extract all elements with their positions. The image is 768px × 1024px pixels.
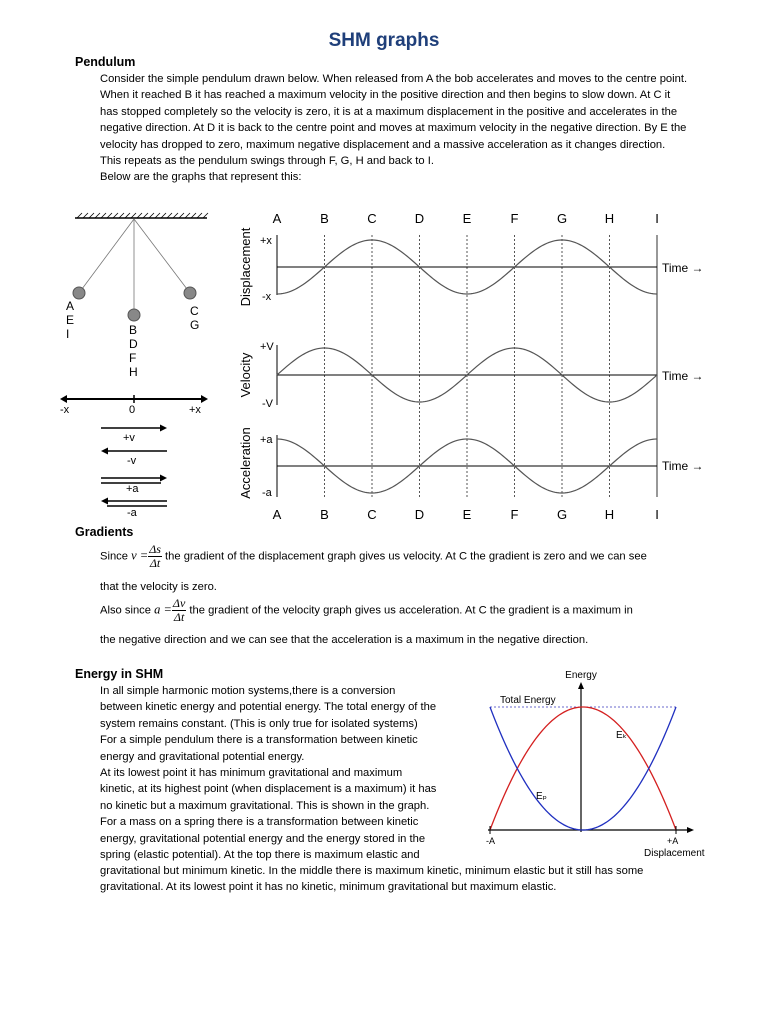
column-label-bottom: A [272, 507, 282, 522]
string-left [79, 219, 134, 293]
gradients-eq1-row [100, 543, 700, 570]
energy-line: For a simple pendulum there is a transformation between kinetic [100, 734, 418, 747]
energy-heading: Energy in SHM [75, 667, 164, 681]
left-label-2: I [66, 327, 70, 341]
column-label-bottom: F [510, 507, 519, 522]
acc-plus-label: +a [260, 434, 273, 446]
pendulum-text [100, 71, 690, 186]
string-right [134, 219, 190, 293]
center-label-1: D [129, 337, 138, 351]
energy-line: energy and gravitational potential energy. [100, 750, 305, 763]
vel-plus-label: +V [260, 341, 274, 353]
bob-right [184, 287, 196, 299]
ek-label: Eₖ [616, 730, 627, 741]
disp-time-label: Time → [662, 261, 704, 275]
eq2-denominator: Δt [173, 610, 185, 624]
eq2-numerator: Δv [172, 596, 186, 610]
column-label-bottom: G [556, 507, 568, 522]
eq2-text: the gradient of the velocity graph gives us acceleration. At C the gradient is a maximum in [189, 604, 633, 617]
energy-line: between kinetic energy and potential energy. The total energy of the [100, 701, 437, 714]
energy-tail-line: gravitational. At its lowest point it has no kinetic, minimum gravitational but maximum elastic. [100, 881, 557, 894]
energy-ylabel: Energy [565, 670, 597, 681]
gradients-eq2-row [100, 597, 700, 624]
pendulum-paragraph: Consider the simple pendulum drawn below. When released from A the bob accelerates and moves to the centre point. When it reached B it has reached a maximum velocity in the positive direction and then begins to slow down. At C it has stopped completely so the velocity is zero, it is at a maximum displacement in the positive and accelerates in the negative direction. At D it is back to the centre point and moves at maximum velocity in the negative direction. By E the velocity has dropped to zero, maximum negative displacement and a massive acceleration as it changes direction. [100, 73, 688, 151]
acceleration-ylabel: Acceleration [238, 427, 253, 499]
x-axis-arrow-right [201, 395, 208, 403]
column-label-top: F [510, 211, 519, 226]
eq1-text: the gradient of the displacement graph gives us velocity. At C the gradient is zero and we can see [165, 550, 647, 563]
energy-line: no kinetic but a maximum gravitational. This is shown in the graph. [100, 799, 430, 812]
center-label-0: B [129, 323, 138, 337]
displacement-ylabel: Displacement [238, 227, 253, 307]
velocity-ylabel: Velocity [238, 352, 253, 398]
column-label-top: C [367, 211, 377, 226]
pendulum-line-3: Below are the graphs that represent this: [100, 171, 302, 184]
energy-line: For a mass on a spring there is a transformation between kinetic [100, 816, 419, 829]
center-label-3: H [129, 365, 138, 379]
potential-energy-curve [490, 707, 676, 830]
minus-v-label: -v [127, 455, 137, 467]
energy-line: energy, gravitational potential energy and the energy stored in the [100, 832, 426, 845]
eq2-variable: a = [154, 602, 172, 617]
axis-minus-label: -x [60, 404, 70, 416]
energy-line: At its lowest point it has minimum gravitational and maximum [100, 767, 403, 780]
eq1-denominator: Δt [149, 556, 161, 570]
column-label-bottom: B [320, 507, 329, 522]
pendulum-heading: Pendulum [75, 55, 136, 69]
column-label-top: E [462, 211, 472, 226]
plus-a-label: +a [126, 483, 139, 495]
column-label-bottom: I [655, 507, 659, 522]
disp-minus-label: -x [262, 291, 272, 303]
eq1-numerator: Δs [149, 542, 161, 556]
right-label-1: G [190, 318, 200, 332]
eq1-fraction [148, 543, 162, 570]
column-label-bottom: D [414, 507, 425, 522]
eq2-text-2: the negative direction and we can see that the acceleration is a maximum in the negative direction. [100, 634, 589, 646]
gradients-heading: Gradients [75, 525, 134, 539]
axis-plus-label: +x [189, 404, 201, 416]
column-label-top: G [556, 211, 568, 226]
column-label-bottom: E [462, 507, 472, 522]
energy-line: In all simple harmonic motion systems,there is a conversion [100, 685, 396, 697]
energy-text-tail [100, 863, 720, 896]
axis-zero-label: 0 [129, 404, 136, 416]
total-energy-label: Total Energy [500, 695, 556, 706]
eq1-variable: v = [131, 548, 149, 563]
shm-graphs [232, 205, 722, 525]
energy-line: spring (elastic potential). At the top there is maximum elastic and [100, 849, 420, 862]
bob-center [128, 309, 140, 321]
x-axis-arrow-left [60, 395, 67, 403]
disp-plus-label: +x [260, 235, 272, 247]
minus-a-label: -a [127, 507, 137, 519]
column-label-top: H [604, 211, 615, 226]
page-title: SHM graphs [328, 30, 440, 51]
eq1-text-2: that the velocity is zero. [100, 581, 217, 593]
vel-time-label: Time → [662, 369, 704, 383]
bob-left [73, 287, 85, 299]
left-label-1: E [66, 313, 75, 327]
column-label-bottom: H [604, 507, 615, 522]
energy-tail-line: gravitational but minimum kinetic. In the middle there is maximum kinetic, minimum elastic but it still has some [100, 865, 644, 877]
column-label-bottom: C [367, 507, 377, 522]
energy-chart [480, 665, 720, 860]
column-label-top: B [320, 211, 329, 226]
energy-line: kinetic, at its highest point (when displacement is a maximum) it has [100, 783, 437, 796]
plus-v-label: +v [123, 432, 135, 444]
since-word: Since [100, 550, 128, 563]
column-label-top: D [414, 211, 425, 226]
energy-xlabel: Displacement [644, 848, 705, 859]
ep-label: Eₚ [536, 791, 547, 802]
center-label-2: F [129, 351, 137, 365]
eq2-fraction [172, 597, 186, 624]
right-label-0: C [190, 304, 199, 318]
also-since-word: Also since [100, 604, 151, 617]
left-label-0: A [66, 299, 75, 313]
acc-time-label: Time → [662, 459, 704, 473]
energy-text [100, 683, 480, 863]
vel-minus-label: -V [262, 398, 273, 410]
x-max-label: +A [667, 836, 679, 846]
x-min-label: -A [486, 836, 495, 846]
column-label-top: I [655, 211, 659, 226]
energy-line: system remains constant. (This is only true for isolated systems) [100, 717, 418, 730]
acc-minus-label: -a [262, 487, 272, 499]
pendulum-diagram [55, 205, 230, 520]
column-label-top: A [272, 211, 282, 226]
pendulum-line-2: This repeats as the pendulum swings through F, G, H and back to I. [100, 155, 434, 168]
